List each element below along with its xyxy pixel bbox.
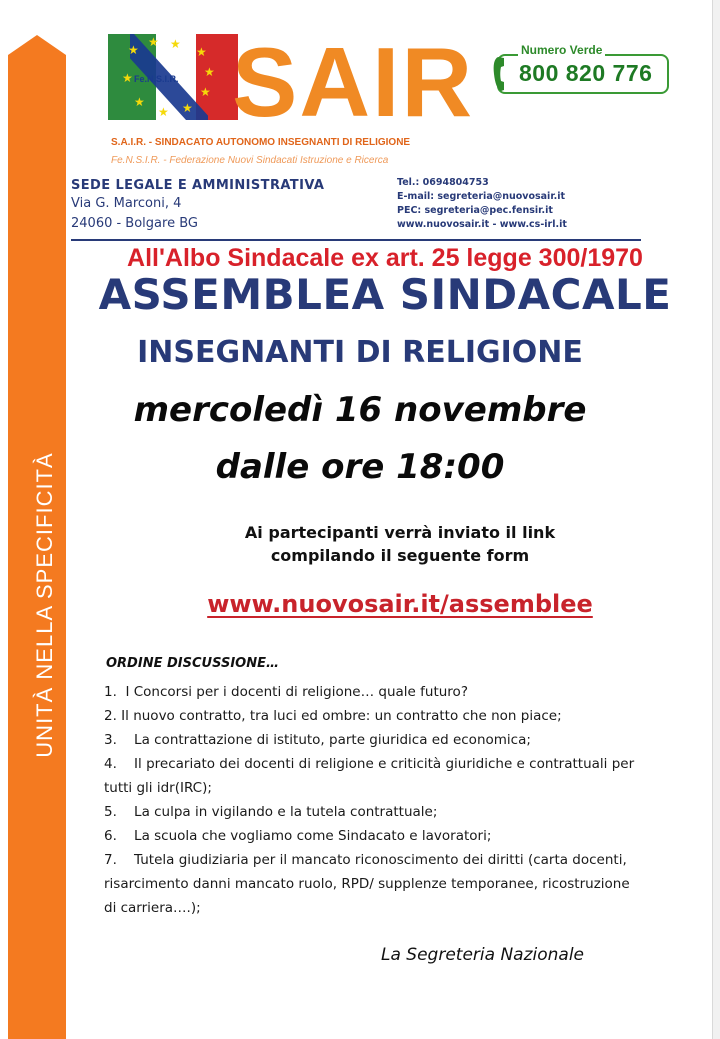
agenda-item: 7. Tutela giudiziaria per il mancato riconoscimento dei diritti (carta docenti, risarcimento danni mancato ruolo, RPD/ supplenze temporanee, ricostruzione di carriera….);: [104, 852, 634, 916]
signature: La Segreteria Nazionale: [381, 945, 584, 965]
svg-text:★: ★: [128, 43, 139, 57]
header-divider: [71, 239, 641, 241]
agenda-item: 3. La contrattazione di istituto, parte giuridica ed economica;: [104, 732, 531, 748]
albo-notice: All'Albo Sindacale ex art. 25 legge 300/1970: [127, 244, 643, 272]
svg-text:★: ★: [196, 45, 207, 59]
toll-free-label: Numero Verde: [518, 43, 605, 57]
contact-pec[interactable]: PEC: segreteria@pec.fensir.it: [397, 205, 553, 216]
agenda-list: [104, 680, 644, 920]
registration-link[interactable]: www.nuovosair.it/assemblee: [207, 590, 593, 618]
svg-text:★: ★: [134, 95, 145, 109]
page-title: ASSEMBLEA SINDACALE: [98, 270, 672, 319]
toll-free-number[interactable]: 800 820 776: [519, 60, 653, 86]
agenda-title: ORDINE DISCUSSIONE…: [106, 656, 279, 671]
agenda-item: 5. La culpa in vigilando e la tutela contrattuale;: [104, 804, 438, 820]
svg-text:★: ★: [122, 71, 133, 85]
org-federation: Fe.N.S.I.R. - Federazione Nuovi Sindacati Istruzione e Ricerca: [111, 155, 389, 166]
address-street: Via G. Marconi, 4: [71, 196, 182, 211]
side-ribbon: [8, 35, 66, 1039]
contact-websites[interactable]: www.nuovosair.it - www.cs-irl.it: [397, 219, 567, 230]
contact-email[interactable]: E-mail: segreteria@nuovosair.it: [397, 191, 566, 202]
phone-icon: [492, 55, 512, 93]
logo-badge: Fe.N.S.I.R.: [134, 74, 179, 84]
svg-text:★: ★: [170, 37, 181, 51]
agenda-item: 1. I Concorsi per i docenti di religione… quale futuro?: [104, 684, 468, 700]
agenda-item: 4. Il precariato dei docenti di religione e criticità giuridiche e contrattuali per tutti gli idr(IRC);: [104, 756, 639, 796]
agenda-item: 2. Il nuovo contratto, tra luci ed ombre: un contratto che non piace;: [104, 708, 562, 724]
svg-text:★: ★: [204, 65, 215, 79]
svg-text:★: ★: [182, 101, 193, 115]
agenda-item: 6. La scuola che vogliamo come Sindacato e lavoratori;: [104, 828, 492, 844]
sair-logo: [108, 27, 475, 137]
org-name: S.A.I.R. - SINDACATO AUTONOMO INSEGNANTI DI RELIGIONE: [111, 137, 411, 148]
contact-phone: Tel.: 0694804753: [397, 177, 489, 188]
event-date: mercoledì 16 novembre: [133, 390, 587, 430]
logo-wordmark: SAIR: [232, 27, 475, 137]
svg-text:★: ★: [200, 85, 211, 99]
info-line-2: compilando il seguente form: [270, 546, 530, 565]
svg-text:★: ★: [158, 105, 169, 119]
address-city: 24060 - Bolgare BG: [71, 216, 198, 231]
ribbon-text: UNITÀ NELLA SPECIFICITÀ: [32, 452, 57, 758]
event-time: dalle ore 18:00: [215, 447, 505, 487]
address-title: SEDE LEGALE E AMMINISTRATIVA: [71, 178, 325, 193]
page-subtitle: INSEGNANTI DI RELIGIONE: [137, 335, 583, 370]
info-line-1: Ai partecipanti verrà inviato il link: [244, 523, 556, 542]
svg-text:★: ★: [148, 35, 159, 49]
